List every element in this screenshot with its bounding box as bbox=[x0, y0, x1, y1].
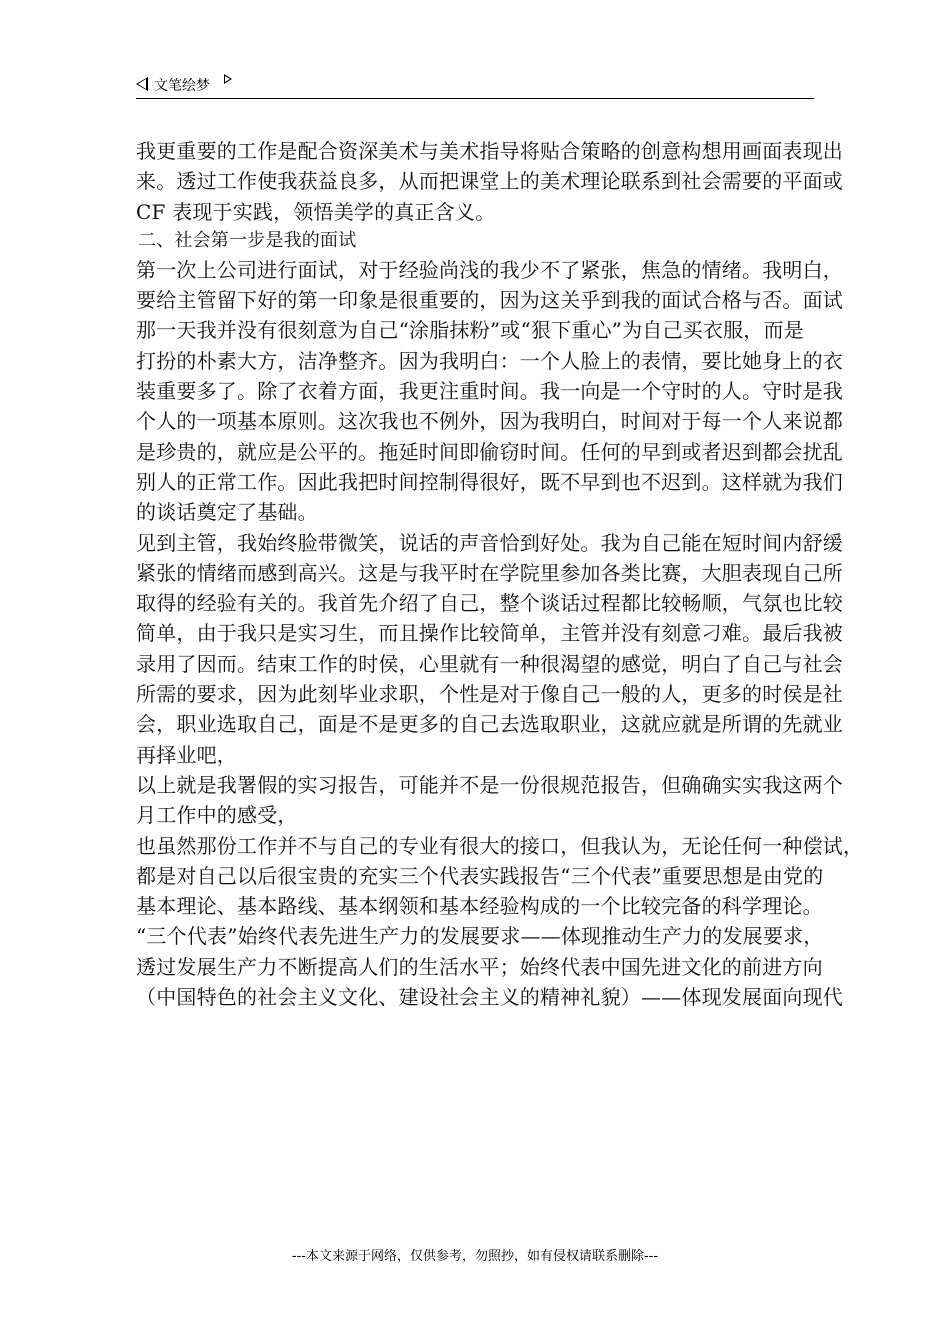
text-line: 所需的要求，因为此刻毕业求职，个性是对于像自己一般的人，更多的时侯是社 bbox=[136, 682, 843, 707]
text-line: 透过发展生产力不断提高人们的生活水平；始终代表中国先进文化的前进方向 bbox=[136, 954, 823, 979]
text-line: 以上就是我署假的实习报告，可能并不是一份很规范报告，但确确实实我这两个 bbox=[136, 772, 843, 797]
section-heading: 二、社会第一步是我的面试 bbox=[138, 229, 357, 251]
page-header bbox=[136, 74, 814, 99]
text-line: 月工作中的感受， bbox=[136, 803, 298, 828]
text-line: 别人的正常工作。因此我把时间控制得很好，既不早到也不迟到。这样就为我们 bbox=[136, 469, 843, 494]
text-line: 都是对自己以后很宝贵的充实三个代表实践报告“三个代表”重要思想是由党的 bbox=[136, 863, 824, 888]
text-line: 紧张的情绪而感到高兴。这是与我平时在学院里参加各类比赛，大胆表现自己所 bbox=[136, 560, 843, 585]
text-line: 第一次上公司进行面试，对于经验尚浅的我少不了紧张，焦急的情绪。我明白， bbox=[136, 257, 843, 282]
text-line: 要给主管留下好的第一印象是很重要的，因为这关乎到我的面试合格与否。面试 bbox=[136, 288, 843, 313]
text-line: 录用了因而。结束工作的时侯，心里就有一种很渴望的感觉，明白了自己与社会 bbox=[136, 651, 843, 676]
header-brand: 文笔绘梦 bbox=[154, 78, 210, 94]
text-line: CF 表现于实践，领悟美学的真正含义。 bbox=[136, 199, 496, 224]
text-line: 再择业吧， bbox=[136, 742, 237, 767]
document-body bbox=[136, 136, 864, 1012]
text-line: 装重要多了。除了衣着方面，我更注重时间。我一向是一个守时的人。守时是我 bbox=[136, 379, 843, 404]
text-line: 会，职业选取自己，面是不是更多的自己去选取职业，这就应就是所谓的先就业 bbox=[136, 712, 843, 737]
text-line: （中国特色的社会主义文化、建设社会主义的精神礼貌）——体现发展面向现代 bbox=[136, 985, 843, 1010]
page-footer: ---本文来源于网络，仅供参考，勿照抄，如有侵权请联系删除--- bbox=[291, 1249, 659, 1264]
text-line: 来。透过工作使我获益良多，从而把课堂上的美术理论联系到社会需要的平面或 bbox=[136, 169, 843, 194]
triangle-left-icon bbox=[136, 77, 148, 91]
text-line: 我更重要的工作是配合资深美术与美术指导将贴合策略的创意构想用画面表现出 bbox=[136, 139, 843, 163]
text-line: 取得的经验有关的。我首先介绍了自己，整个谈话过程都比较畅顺，气氛也比较 bbox=[136, 591, 843, 616]
text-line: 基本理论、基本路线、基本纲领和基本经验构成的一个比较完备的科学理论。 bbox=[136, 894, 823, 919]
text-line: 简单，由于我只是实习生，而且操作比较简单，主管并没有刻意刁难。最后我被 bbox=[136, 621, 843, 646]
text-line: 个人的一项基本原则。这次我也不例外，因为我明白，时间对于每一个人来说都 bbox=[136, 409, 843, 434]
text-line: 打扮的朴素大方，洁净整齐。因为我明白：一个人脸上的表情，要比她身上的衣 bbox=[136, 348, 843, 373]
text-line: “三个代表”始终代表先进生产力的发展要求——体现推动生产力的发展要求， bbox=[136, 924, 824, 949]
text-line: 那一天我并没有很刻意为自己“涂脂抹粉”或“狠下重心”为自己买衣服，而是 bbox=[136, 318, 804, 343]
text-line: 也虽然那份工作并不与自己的专业有很大的接口，但我认为，无论任何一种偿试， bbox=[136, 833, 864, 858]
text-line: 是珍贵的，就应是公平的。拖延时间即偷窃时间。任何的早到或者迟到都会扰乱 bbox=[136, 439, 843, 464]
text-line: 见到主管，我始终脸带微笑，说话的声音恰到好处。我为自己能在短时间内舒缓 bbox=[136, 530, 843, 555]
triangle-right-icon bbox=[224, 74, 232, 84]
text-line: 的谈话奠定了基础。 bbox=[136, 500, 318, 525]
